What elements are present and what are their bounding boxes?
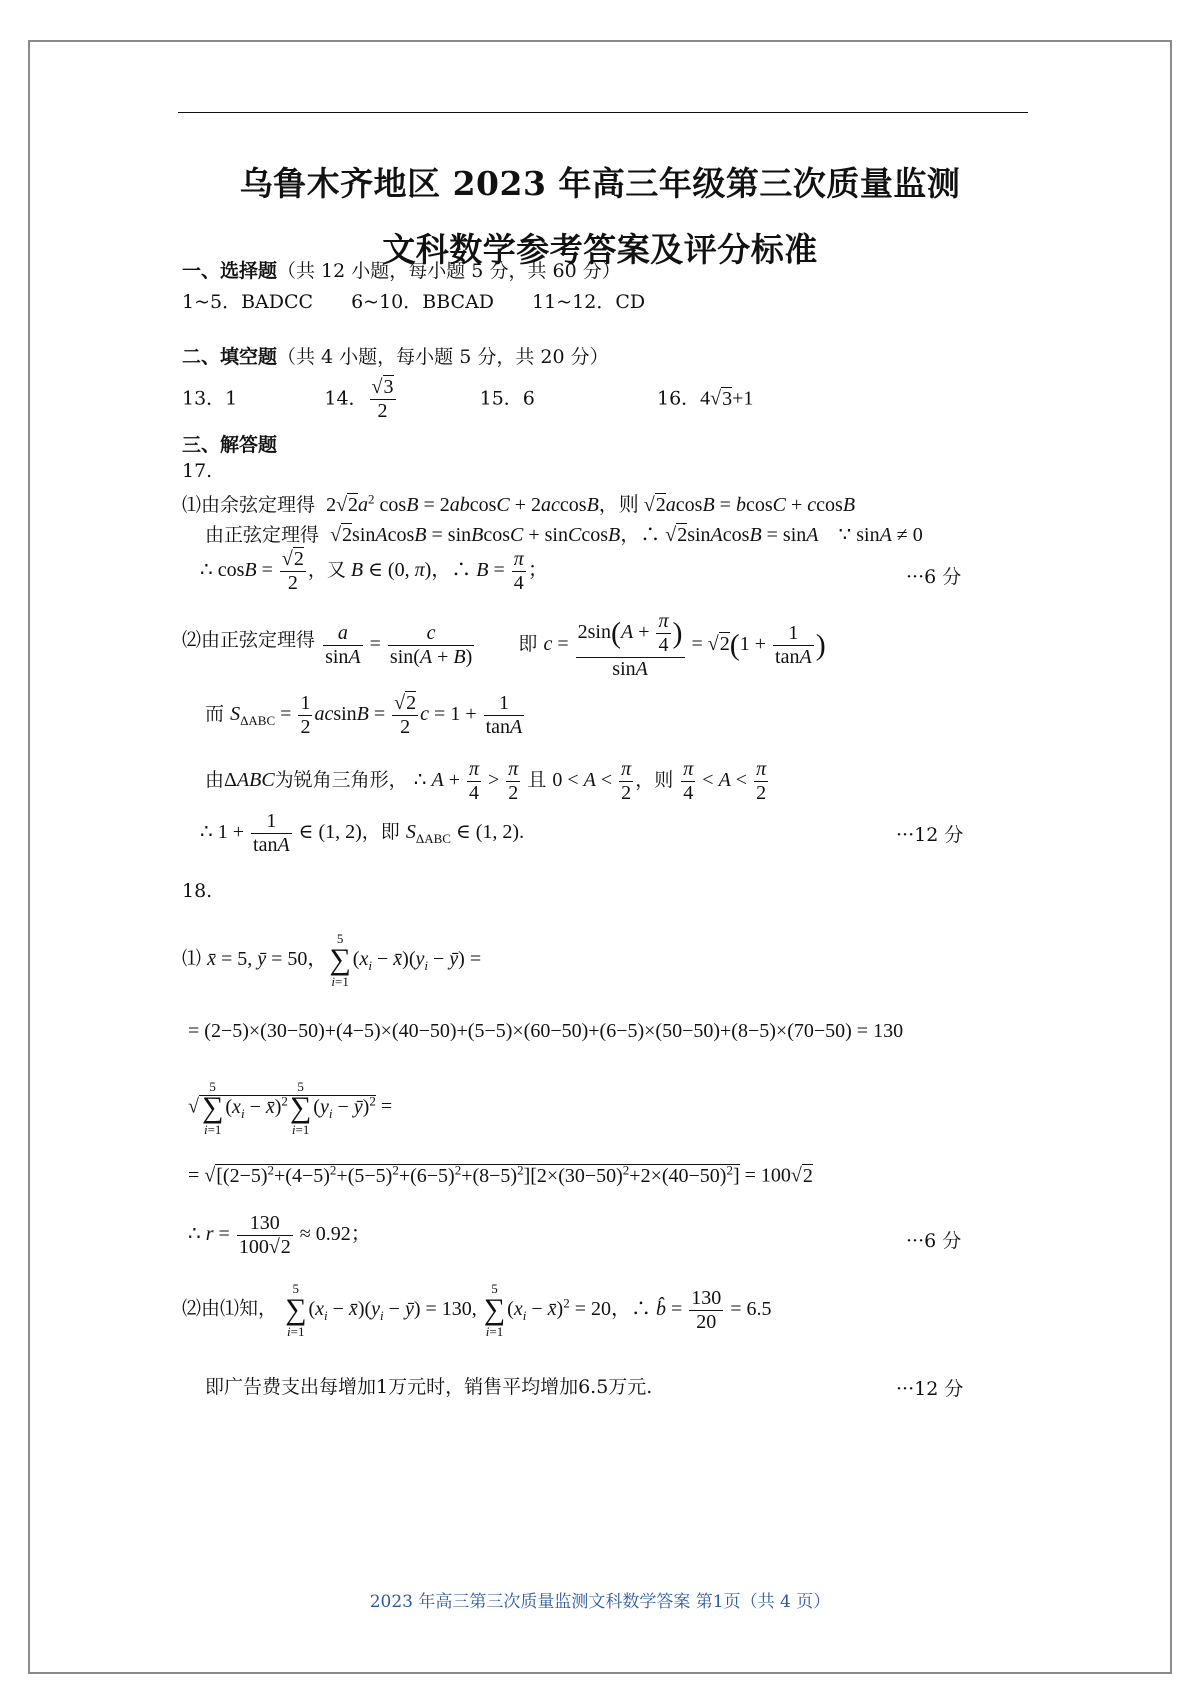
fill-answers: 13．1 14． $\frac{√3}{2}$ 15．6 16．4√3+1 (182, 376, 754, 422)
q18-conclusion: 即广告费支出每增加1万元时，销售平均增加6.5万元. (205, 1376, 653, 1398)
section-fill-heading: 二、填空题（共 4 小题，每小题 5 分，共 20 分） (182, 346, 609, 368)
q17-p1-line2: 由正弦定理得 √2sinAcosB = sinBcosC + sinCcosB，∴ √2sinAcosB = sinA ∵ sinA ≠ 0 (205, 524, 923, 546)
q17-number: 17. (182, 460, 213, 482)
page-footer: 2023 年高三第三次质量监测文科数学答案 第1页（共 4 页） (369, 1592, 831, 1612)
q17-p2-score: ···12 分 (896, 824, 964, 846)
q18-p1-score: ···6 分 (906, 1230, 962, 1252)
header-rule (178, 112, 1028, 113)
document-title: 乌鲁木齐地区 2023 年高三年级第三次质量监测 (239, 164, 961, 203)
q17-p2-line3: 由ΔABC为锐角三角形， ∴ A + $\frac{\pi}{4}$ > $\frac{\pi}{2}$ 且 0 < A < $\frac{\pi}{2}$ ，则 $\frac{\pi}{4}$ < A < $\frac{\pi}{2}$ (205, 758, 767, 804)
section-choice-heading: 一、选择题（共 12 小题，每小题 5 分，共 60 分） (182, 260, 621, 282)
q18-p1-line5: ∴ r = $\frac{130}{100√2}$ ≈ 0.92； (188, 1212, 371, 1258)
answer-14-fraction: $\frac{√3}{2}$ (371, 376, 394, 422)
q17-p1-score: ···6 分 (906, 566, 962, 588)
q17-p2-line2: 而 $S_{\Delta ABC}$ = $\frac{1}{2}$ acsinB = $\frac{√2}{2}$ c = 1 + $\frac{1}{\tan A}$ (205, 692, 523, 738)
page-border (28, 40, 1172, 1674)
q17-p2-line1: ⑵由正弦定理得 $\frac{a}{\sin A}$ = $\frac{c}{\sin(A + B)}$ 即 c = 2sin(A + $\frac{\pi}{4}$ ) sinA = √2(1 + $\frac{1}{\tan A}$ ) (182, 610, 826, 680)
q18-number: 18. (182, 880, 213, 902)
q17-p1-line3: ∴ cosB = $\frac{√2}{2}$ ，又 B ∈ (0, π)，∴ B = $\frac{\pi}{4}$ ； (200, 548, 548, 594)
q17-p2-line4: ∴ 1 + $\frac{1}{\tan A}$ ∈ (1, 2)，即 $S_{\Delta ABC}$ ∈ (1, 2). (200, 810, 525, 856)
q18-p1-line4: = $√[(2-5)^2+(4-5)^2+(5-5)^2+(6-5)^2+(8-5)^2][2\times(30-50)^2+2\times(40-50)^2] = 100√2$ (188, 1162, 813, 1187)
choice-answers: 1~5．BADCC 6~10．BBCAD 11~12．CD (182, 291, 646, 313)
q18-p1-line1: ⑴ x̄ = 5, ȳ = 50， 5 ∑ i=1 ($x_i$ − $x̄)(y_i$ − ȳ) = (182, 931, 482, 989)
q18-p2-score: ···12 分 (896, 1378, 964, 1400)
q18-p2-line1: ⑵由⑴知， 5 ∑ i=1 ($x_i$ − $x̄)(y_i$ − ȳ) = 130, 5 ∑ i=1 ($x_i$ − x̄)$^2$ = 20，∴ b̂ = $\frac{130}{20}$ = 6.5 (182, 1281, 772, 1339)
document-subtitle: 文科数学参考答案及评分标准 (382, 230, 818, 269)
q18-p1-line3: √ 5 ∑ i=1 ($x_i$ − x̄)$^2$ 5 ∑ i=1 ($y_i$ − ȳ)$^2$ = (188, 1079, 393, 1137)
answer-16-value: 4√3+1 (700, 387, 754, 410)
section-solve-heading: 三、解答题 (182, 434, 278, 456)
q18-p1-line2: = (2−5)×(30−50)+(4−5)×(40−50)+(5−5)×(60−50)+(6−5)×(50−50)+(8−5)×(70−50) = 130 (188, 1020, 904, 1042)
q17-p1-line1: ⑴由余弦定理得 $2√2a^2$ cosB = 2abcosC + 2accosB，则 √2acosB = bcosC + ccosB (182, 491, 856, 516)
